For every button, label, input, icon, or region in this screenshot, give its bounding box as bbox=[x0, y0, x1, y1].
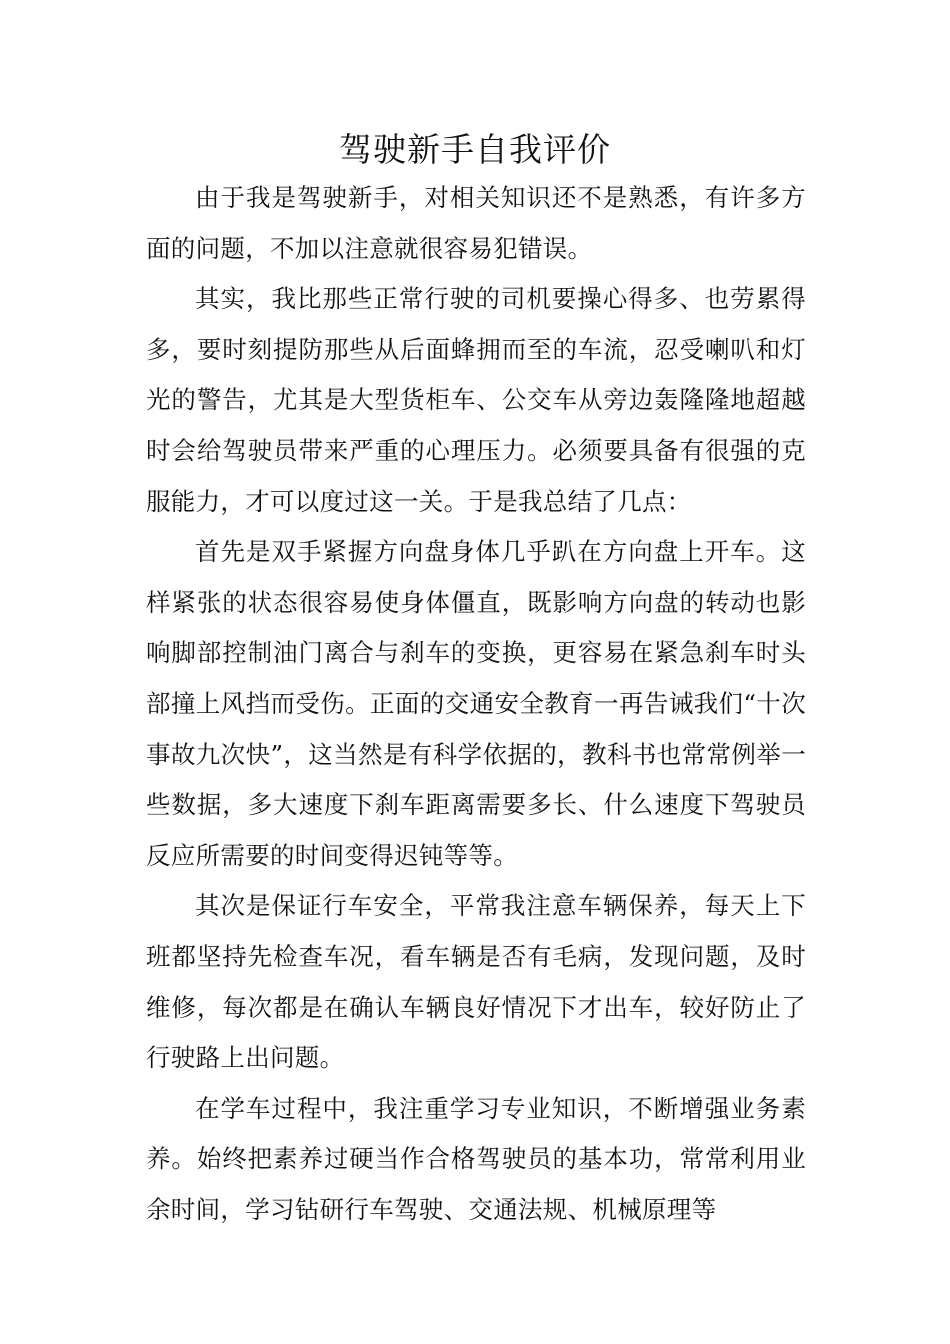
paragraph-5: 在学车过程中，我注重学习专业知识，不断增强业务素养。始终把素养过硬当作合格驾驶员的基本功，常常利用业余时间，学习钻研行车驾驶、交通法规、机械原理等 bbox=[146, 1093, 806, 1224]
document-body bbox=[146, 173, 806, 1235]
document-title: 驾驶新手自我评价 bbox=[339, 130, 611, 169]
paragraph-4: 其次是保证行车安全，平常我注意车辆保养，每天上下班都坚持先检查车况，看车辆是否有毛病，发现问题，及时维修，每次都是在确认车辆良好情况下才出车，较好防止了行驶路上出问题。 bbox=[146, 891, 806, 1073]
paragraph-3: 首先是双手紧握方向盘身体几乎趴在方向盘上开车。这样紧张的状态很容易使身体僵直，既影响方向盘的转动也影响脚部控制油门离合与刹车的变换，更容易在紧急刹车时头部撞上风挡而受伤。正面的交通安全教育一再告诫我们“十次事故九次快”，这当然是有科学依据的，教科书也常常例举一些数据，多大速度下刹车距离需要多长、什么速度下驾驶员反应所需要的时间变得迟钝等等。 bbox=[146, 537, 806, 870]
paragraph-1: 由于我是驾驶新手，对相关知识还不是熟悉，有许多方面的问题，不加以注意就很容易犯错误。 bbox=[146, 183, 806, 263]
paragraph-2: 其实，我比那些正常行驶的司机要操心得多、也劳累得多，要时刻提防那些从后面蜂拥而至的车流，忍受喇叭和灯光的警告，尤其是大型货柜车、公交车从旁边轰隆隆地超越时会给驾驶员带来严重的心理压力。必须要具备有很强的克服能力，才可以度过这一关。于是我总结了几点： bbox=[146, 284, 806, 516]
